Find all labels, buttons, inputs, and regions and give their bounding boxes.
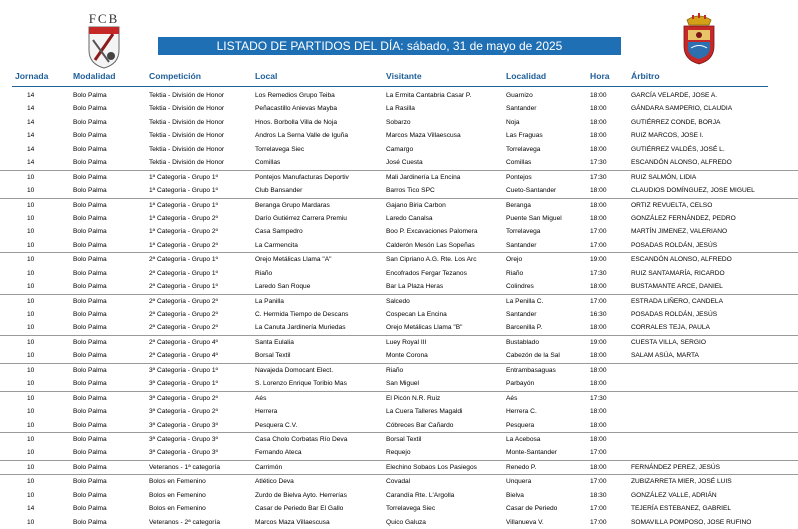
cell-modalidad: Bolo Palma bbox=[73, 463, 107, 471]
cell-visitante: Salcedo bbox=[386, 297, 410, 305]
cell-arbitro: GARCÍA VELARDE, JOSE A. bbox=[631, 92, 718, 99]
cell-localidad: Cabezón de la Sal bbox=[506, 352, 560, 360]
cell-local: Borsal Textil bbox=[255, 352, 291, 360]
cell-competicion: Bolos en Femenino bbox=[149, 491, 206, 499]
cell-hora: 18:30 bbox=[590, 491, 607, 499]
col-header-competicion: Competición bbox=[149, 71, 202, 81]
cell-modalidad: Bolo Palma bbox=[73, 256, 107, 264]
cell-localidad: Unquera bbox=[506, 478, 532, 486]
cell-localidad: Herrera C. bbox=[506, 408, 537, 416]
table-row bbox=[0, 116, 798, 129]
cell-local: Club Bansander bbox=[255, 187, 303, 195]
table-row bbox=[0, 294, 798, 308]
cell-hora: 17:00 bbox=[590, 505, 607, 513]
cell-competicion: Tektia - División de Honor bbox=[149, 118, 225, 126]
cell-local: Pesquera C.V. bbox=[255, 421, 298, 429]
cell-visitante: Calderón Mesón Las Sopeñas bbox=[386, 241, 475, 249]
cell-localidad: Parbayón bbox=[506, 380, 535, 388]
table-row bbox=[0, 267, 798, 280]
cell-visitante: Cóbreces Bar Cañardo bbox=[386, 421, 454, 429]
cell-jornada: 10 bbox=[27, 269, 35, 277]
cell-jornada: 14 bbox=[27, 505, 35, 513]
cell-hora: 17:30 bbox=[590, 159, 607, 167]
cell-local: Riaño bbox=[255, 269, 273, 277]
cell-jornada: 10 bbox=[27, 449, 35, 457]
cell-jornada: 10 bbox=[27, 435, 35, 443]
cell-arbitro: RUIZ SANTAMARÍA, RICARDO bbox=[631, 269, 725, 277]
cell-visitante: Monte Corona bbox=[386, 352, 428, 360]
cell-local: La Canuta Jardinería Muriedas bbox=[255, 324, 346, 332]
cell-local: Andros La Serna Valle de Iguña bbox=[255, 132, 348, 140]
cell-hora: 19:00 bbox=[590, 338, 607, 346]
cell-local: Torrelavega Siec bbox=[255, 145, 305, 153]
table-row bbox=[0, 502, 798, 515]
table-row bbox=[0, 516, 798, 529]
cell-modalidad: Bolo Palma bbox=[73, 435, 107, 443]
cell-arbitro: SALAM ASÚA, MARTA bbox=[631, 352, 699, 360]
cell-localidad: Comillas bbox=[506, 159, 532, 167]
cell-competicion: 3ª Categoría - Grupo 1º bbox=[149, 366, 218, 374]
table-header bbox=[0, 71, 798, 85]
cell-modalidad: Bolo Palma bbox=[73, 311, 107, 318]
table-row bbox=[0, 280, 798, 293]
table-row bbox=[0, 212, 798, 225]
cell-arbitro: GUTIÉRREZ CONDE, BORJA bbox=[631, 118, 721, 126]
cell-competicion: 3ª Categoría - Grupo 2º bbox=[149, 394, 218, 402]
cell-arbitro: RUIZ SALMÓN, LIDIA bbox=[631, 173, 697, 181]
table-row bbox=[0, 143, 798, 156]
table-row bbox=[0, 432, 798, 446]
cell-hora: 18:00 bbox=[590, 380, 607, 388]
table-row bbox=[0, 198, 798, 212]
cell-visitante: Barros Tico SPC bbox=[386, 187, 435, 195]
table-row bbox=[0, 446, 798, 459]
cell-hora: 18:00 bbox=[590, 201, 607, 209]
cell-modalidad: Bolo Palma bbox=[73, 352, 107, 360]
cell-jornada: 10 bbox=[27, 187, 35, 195]
cell-arbitro: FERNÁNDEZ PEREZ, JESÚS bbox=[631, 463, 721, 471]
cell-local: Marcos Maza Villaescusa bbox=[255, 518, 330, 526]
cell-local: Casa Cholo Corbatas Río Deva bbox=[255, 435, 348, 443]
cell-hora: 17:30 bbox=[590, 173, 607, 181]
cell-local: La Panilla bbox=[255, 297, 284, 305]
cell-arbitro: ORTIZ REVUELTA, CELSO bbox=[631, 201, 713, 209]
cell-hora: 18:00 bbox=[590, 187, 607, 195]
cell-local: Casar de Periedo Bar El Gallo bbox=[255, 505, 344, 513]
cell-hora: 18:00 bbox=[590, 435, 607, 443]
cell-competicion: 1ª Categoría - Grupo 2º bbox=[149, 214, 218, 222]
cell-localidad: Noja bbox=[506, 118, 520, 126]
cell-modalidad: Bolo Palma bbox=[73, 105, 107, 113]
cell-competicion: 1ª Categoría - Grupo 2º bbox=[149, 228, 218, 236]
cell-jornada: 14 bbox=[27, 132, 35, 140]
cell-visitante: Marcos Maza Villaescusa bbox=[386, 132, 461, 140]
cell-competicion: 1ª Categoría - Grupo 1º bbox=[149, 187, 218, 195]
cell-competicion: Tektia - División de Honor bbox=[149, 92, 225, 99]
cell-local: Laredo San Roque bbox=[255, 283, 311, 291]
cell-competicion: 2ª Categoría - Grupo 1º bbox=[149, 269, 218, 277]
table-row bbox=[0, 391, 798, 405]
table-row bbox=[0, 460, 798, 474]
cell-jornada: 10 bbox=[27, 173, 35, 181]
col-header-modalidad: Modalidad bbox=[73, 71, 116, 81]
cell-arbitro: POSADAS ROLDÁN, JESÚS bbox=[631, 241, 718, 249]
cell-local: La Carmencita bbox=[255, 241, 298, 249]
cell-localidad: Las Fraguas bbox=[506, 132, 543, 140]
cell-visitante: Requejo bbox=[386, 449, 411, 457]
cell-localidad: La Penilla C. bbox=[506, 297, 544, 305]
cell-local: Orejo Metálicas Llama "A" bbox=[255, 256, 332, 264]
cell-competicion: 2ª Categoría - Grupo 2º bbox=[149, 297, 218, 305]
table-row bbox=[0, 419, 798, 432]
cell-jornada: 10 bbox=[27, 491, 35, 499]
cell-competicion: Veteranos - 1ª categoría bbox=[149, 463, 220, 471]
cell-competicion: 1ª Categoría - Grupo 1º bbox=[149, 173, 218, 181]
cell-hora: 18:00 bbox=[590, 145, 607, 153]
cell-visitante: Torrelavega Siec bbox=[386, 505, 436, 513]
cell-modalidad: Bolo Palma bbox=[73, 491, 107, 499]
table-row bbox=[0, 102, 798, 115]
cell-modalidad: Bolo Palma bbox=[73, 478, 107, 486]
col-header-localidad: Localidad bbox=[506, 71, 547, 81]
cell-hora: 18:00 bbox=[590, 105, 607, 113]
cell-arbitro: ESCANDÓN ALONSO, ALFREDO bbox=[631, 256, 732, 264]
cell-jornada: 10 bbox=[27, 283, 35, 291]
cell-arbitro: ZUBIZARRETA MIER, JOSÉ LUIS bbox=[631, 478, 732, 486]
cell-visitante: Borsal Textil bbox=[386, 435, 422, 443]
cell-localidad: Santander bbox=[506, 105, 537, 113]
cell-competicion: 2ª Categoría - Grupo 4º bbox=[149, 338, 218, 346]
cell-local: Casa Sampedro bbox=[255, 228, 303, 236]
fcb-logo-text: FCB bbox=[88, 11, 120, 26]
cell-visitante: Elechino Sobaos Los Pasiegos bbox=[386, 463, 477, 471]
table-row bbox=[0, 405, 798, 418]
cell-local: Navajeda Domocant Elect. bbox=[255, 366, 334, 374]
table-row bbox=[0, 335, 798, 349]
cell-local: C. Hermida Tiempo de Descans bbox=[255, 311, 349, 318]
cell-modalidad: Bolo Palma bbox=[73, 214, 107, 222]
cell-local: Comillas bbox=[255, 159, 281, 167]
cell-competicion: 2ª Categoría - Grupo 1º bbox=[149, 283, 218, 291]
cell-localidad: Beranga bbox=[506, 201, 531, 209]
cell-competicion: 2ª Categoría - Grupo 1º bbox=[149, 256, 218, 264]
cell-hora: 18:00 bbox=[590, 283, 607, 291]
cell-localidad: Orejo bbox=[506, 256, 523, 264]
cell-competicion: Bolos en Femenino bbox=[149, 505, 206, 513]
cell-hora: 17:00 bbox=[590, 449, 607, 457]
cell-hora: 16:30 bbox=[590, 311, 607, 318]
cell-competicion: Tektia - División de Honor bbox=[149, 145, 225, 153]
cell-localidad: Santander bbox=[506, 241, 537, 249]
cell-local: Darío Gutiérrez Carrera Premiu bbox=[255, 214, 347, 222]
cell-localidad: Barcenilla P. bbox=[506, 324, 543, 332]
cell-arbitro: SOMAVILLA POMPOSO, JOSE RUFINO bbox=[631, 518, 752, 526]
cell-competicion: 3ª Categoría - Grupo 3º bbox=[149, 449, 218, 457]
col-header-visitante: Visitante bbox=[386, 71, 422, 81]
cell-jornada: 10 bbox=[27, 421, 35, 429]
cell-visitante: La Rasilla bbox=[386, 105, 415, 113]
cell-arbitro: BUSTAMANTE ARCE, DANIEL bbox=[631, 283, 723, 291]
cell-hora: 18:00 bbox=[590, 214, 607, 222]
cell-modalidad: Bolo Palma bbox=[73, 173, 107, 181]
cell-local: Beranga Grupo Mardaras bbox=[255, 201, 330, 209]
cell-arbitro: TEJERÍA ESTEBANEZ, GABRIEL bbox=[631, 505, 732, 513]
cell-modalidad: Bolo Palma bbox=[73, 505, 107, 513]
cell-localidad: Monte-Santander bbox=[506, 449, 557, 457]
cell-local: S. Lorenzo Enrique Toribio Mas bbox=[255, 380, 347, 388]
cell-hora: 17:00 bbox=[590, 518, 607, 526]
cell-localidad: Puente San Miguel bbox=[506, 214, 562, 222]
table-row bbox=[0, 321, 798, 334]
table-row bbox=[0, 89, 798, 102]
cell-visitante: Encofrados Fergar Tezanos bbox=[386, 269, 467, 277]
cell-competicion: Veteranos - 2ª categoría bbox=[149, 518, 220, 526]
cell-jornada: 10 bbox=[27, 408, 35, 416]
cell-jornada: 14 bbox=[27, 159, 35, 167]
table-row bbox=[0, 308, 798, 321]
cell-localidad: Colindres bbox=[506, 283, 534, 291]
cell-hora: 17:00 bbox=[590, 297, 607, 305]
cell-modalidad: Bolo Palma bbox=[73, 408, 107, 416]
cell-modalidad: Bolo Palma bbox=[73, 92, 107, 99]
cell-localidad: Aés bbox=[506, 394, 518, 402]
cell-arbitro: MARTÍN JIMENEZ, VALERIANO bbox=[631, 228, 728, 236]
cell-arbitro: CLAUDIOS DOMÍNGUEZ, JOSE MIGUEL bbox=[631, 187, 755, 195]
cell-visitante: Camargo bbox=[386, 145, 414, 153]
cell-jornada: 10 bbox=[27, 352, 35, 360]
cell-hora: 18:00 bbox=[590, 421, 607, 429]
cell-arbitro: CORRALES TEJA, PAULA bbox=[631, 324, 710, 332]
cell-localidad: Torrelavega bbox=[506, 228, 541, 236]
cell-visitante: La Cuera Talleres Magaldi bbox=[386, 408, 463, 416]
cell-modalidad: Bolo Palma bbox=[73, 228, 107, 236]
cell-localidad: Guarnizo bbox=[506, 92, 533, 99]
table-row bbox=[0, 129, 798, 142]
cell-jornada: 10 bbox=[27, 324, 35, 332]
fcb-logo bbox=[79, 10, 129, 70]
table-row bbox=[0, 363, 798, 377]
cell-visitante: Gajano Biria Carbon bbox=[386, 201, 446, 209]
cell-jornada: 14 bbox=[27, 92, 35, 99]
cell-local: Carrimón bbox=[255, 463, 283, 471]
cell-jornada: 14 bbox=[27, 145, 35, 153]
cell-jornada: 14 bbox=[27, 105, 35, 113]
cell-localidad: Riaño bbox=[506, 269, 524, 277]
table-row bbox=[0, 239, 798, 252]
cell-arbitro: GÁNDARA SAMPERIO, CLAUDIA bbox=[631, 105, 733, 113]
cell-jornada: 10 bbox=[27, 478, 35, 486]
cell-hora: 18:00 bbox=[590, 324, 607, 332]
table-row bbox=[0, 184, 798, 197]
cell-hora: 18:00 bbox=[590, 132, 607, 140]
cell-visitante: San Miguel bbox=[386, 380, 419, 388]
cell-localidad: La Acebosa bbox=[506, 435, 541, 443]
cell-hora: 17:00 bbox=[590, 478, 607, 486]
cell-modalidad: Bolo Palma bbox=[73, 380, 107, 388]
cell-modalidad: Bolo Palma bbox=[73, 366, 107, 374]
cell-hora: 17:30 bbox=[590, 394, 607, 402]
cell-competicion: 1ª Categoría - Grupo 2º bbox=[149, 241, 218, 249]
cell-visitante: Covadal bbox=[386, 478, 411, 486]
cell-localidad: Bielva bbox=[506, 491, 524, 499]
cell-visitante: Riaño bbox=[386, 366, 404, 374]
cell-jornada: 10 bbox=[27, 214, 35, 222]
cell-visitante: Quico Galuza bbox=[386, 518, 426, 526]
cell-hora: 17:00 bbox=[590, 241, 607, 249]
coat-of-arms-logo bbox=[680, 10, 718, 66]
cell-hora: 18:00 bbox=[590, 408, 607, 416]
cell-modalidad: Bolo Palma bbox=[73, 118, 107, 126]
cell-visitante: Luey Royal III bbox=[386, 338, 427, 346]
cell-modalidad: Bolo Palma bbox=[73, 269, 107, 277]
cell-modalidad: Bolo Palma bbox=[73, 201, 107, 209]
cell-visitante: La Ermita Cantabria Casar P. bbox=[386, 92, 472, 99]
cell-modalidad: Bolo Palma bbox=[73, 324, 107, 332]
cell-modalidad: Bolo Palma bbox=[73, 297, 107, 305]
cell-competicion: 3ª Categoría - Grupo 1º bbox=[149, 380, 218, 388]
cell-visitante: Orejo Metálicas Llama "B" bbox=[386, 324, 463, 332]
cell-modalidad: Bolo Palma bbox=[73, 241, 107, 249]
cell-jornada: 10 bbox=[27, 394, 35, 402]
cell-competicion: 3ª Categoría - Grupo 3º bbox=[149, 435, 218, 443]
cell-local: Los Remedios Grupo Teiba bbox=[255, 92, 335, 99]
cell-localidad: Pontejos bbox=[506, 173, 532, 181]
cell-hora: 18:00 bbox=[590, 352, 607, 360]
cell-visitante: Laredo Canalsa bbox=[386, 214, 433, 222]
table-row bbox=[0, 377, 798, 390]
cell-hora: 17:00 bbox=[590, 228, 607, 236]
cell-modalidad: Bolo Palma bbox=[73, 394, 107, 402]
cell-competicion: 2ª Categoría - Grupo 2º bbox=[149, 311, 218, 318]
cell-arbitro: GONZÁLEZ FERNÁNDEZ, PEDRO bbox=[631, 214, 736, 222]
cell-jornada: 10 bbox=[27, 311, 35, 318]
col-header-local: Local bbox=[255, 71, 278, 81]
cell-visitante: José Cuesta bbox=[386, 159, 423, 167]
cell-competicion: Tektia - División de Honor bbox=[149, 159, 225, 167]
col-header-arbitro: Árbitro bbox=[631, 71, 660, 81]
cell-localidad: Santander bbox=[506, 311, 537, 318]
cell-hora: 17:30 bbox=[590, 269, 607, 277]
cell-local: Fernando Ateca bbox=[255, 449, 302, 457]
cell-localidad: Renedo P. bbox=[506, 463, 537, 471]
cell-jornada: 10 bbox=[27, 463, 35, 471]
cell-modalidad: Bolo Palma bbox=[73, 449, 107, 457]
cell-arbitro: POSADAS ROLDÁN, JESÚS bbox=[631, 311, 718, 318]
cell-jornada: 10 bbox=[27, 256, 35, 264]
cell-hora: 19:00 bbox=[590, 256, 607, 264]
cell-modalidad: Bolo Palma bbox=[73, 187, 107, 195]
cell-jornada: 10 bbox=[27, 297, 35, 305]
cell-local: Santa Eulalia bbox=[255, 338, 294, 346]
cell-jornada: 10 bbox=[27, 228, 35, 236]
cell-competicion: Bolos en Femenino bbox=[149, 478, 206, 486]
cell-local: Aés bbox=[255, 394, 267, 402]
table-row bbox=[0, 474, 798, 488]
cell-jornada: 10 bbox=[27, 241, 35, 249]
page-title: LISTADO DE PARTIDOS DEL DÍA: sábado, 31 de mayo de 2025 bbox=[158, 37, 621, 55]
cell-localidad: Villanueva V. bbox=[506, 518, 544, 526]
cell-modalidad: Bolo Palma bbox=[73, 145, 107, 153]
cell-modalidad: Bolo Palma bbox=[73, 283, 107, 291]
cell-arbitro: GUTIÉRREZ VALDÉS, JOSÉ L. bbox=[631, 145, 725, 153]
cell-modalidad: Bolo Palma bbox=[73, 159, 107, 167]
col-header-jornada: Jornada bbox=[15, 71, 49, 81]
cell-jornada: 10 bbox=[27, 338, 35, 346]
cell-localidad: Torrelavega bbox=[506, 145, 541, 153]
table-row bbox=[0, 170, 798, 184]
cell-competicion: 3ª Categoría - Grupo 3º bbox=[149, 421, 218, 429]
cell-modalidad: Bolo Palma bbox=[73, 518, 107, 526]
cell-visitante: Bar La Plaza Heras bbox=[386, 283, 444, 291]
cell-jornada: 10 bbox=[27, 518, 35, 526]
cell-hora: 18:00 bbox=[590, 366, 607, 374]
cell-visitante: El Picón N.R. Ruiz bbox=[386, 394, 441, 402]
table-row bbox=[0, 225, 798, 238]
cell-arbitro: ESTRADA LIÑERO, CANDELA bbox=[631, 297, 723, 305]
cell-visitante: Cospecan La Encina bbox=[386, 311, 447, 318]
cell-local: Herrera bbox=[255, 408, 278, 416]
table-row bbox=[0, 489, 798, 502]
table-row bbox=[0, 349, 798, 362]
cell-competicion: 2ª Categoría - Grupo 4º bbox=[149, 352, 218, 360]
cell-localidad: Casar de Periedo bbox=[506, 505, 558, 513]
cell-localidad: Bustablado bbox=[506, 338, 539, 346]
cell-competicion: 1ª Categoría - Grupo 1º bbox=[149, 201, 218, 209]
cell-local: Zurdo de Bielva Ayto. Herrerías bbox=[255, 491, 347, 499]
cell-modalidad: Bolo Palma bbox=[73, 338, 107, 346]
cell-hora: 18:00 bbox=[590, 463, 607, 471]
cell-arbitro: ESCANDÓN ALONSO, ALFREDO bbox=[631, 159, 732, 167]
cell-jornada: 10 bbox=[27, 201, 35, 209]
col-header-hora: Hora bbox=[590, 71, 610, 81]
cell-hora: 18:00 bbox=[590, 92, 607, 99]
cell-local: Peñacastillo Anievas Mayba bbox=[255, 105, 338, 113]
cell-visitante: Carandía Rte. L'Argolla bbox=[386, 491, 455, 499]
cell-local: Atlético Deva bbox=[255, 478, 294, 486]
cell-modalidad: Bolo Palma bbox=[73, 421, 107, 429]
cell-hora: 18:00 bbox=[590, 118, 607, 126]
cell-competicion: Tektia - División de Honor bbox=[149, 132, 225, 140]
cell-arbitro: CUESTA VILLA, SERGIO bbox=[631, 338, 706, 346]
cell-jornada: 14 bbox=[27, 118, 35, 126]
cell-modalidad: Bolo Palma bbox=[73, 132, 107, 140]
cell-arbitro: RUIZ MARCOS, JOSE I. bbox=[631, 132, 704, 140]
cell-jornada: 10 bbox=[27, 380, 35, 388]
matches-table bbox=[0, 89, 798, 529]
cell-localidad: Cueto-Santander bbox=[506, 187, 557, 195]
cell-localidad: Pesquera bbox=[506, 421, 535, 429]
cell-jornada: 10 bbox=[27, 366, 35, 374]
cell-competicion: 3ª Categoría - Grupo 2º bbox=[149, 408, 218, 416]
cell-competicion: Tektia - División de Honor bbox=[149, 105, 225, 113]
table-row bbox=[0, 156, 798, 169]
cell-arbitro: GONZÁLEZ VALLE, ADRIÁN bbox=[631, 491, 717, 499]
cell-visitante: Boo P. Excavaciones Palomera bbox=[386, 228, 478, 236]
cell-visitante: San Cipriano A.G. Rte. Los Arc bbox=[386, 256, 477, 264]
cell-competicion: 2ª Categoría - Grupo 2º bbox=[149, 324, 218, 332]
header-divider bbox=[12, 86, 768, 87]
cell-localidad: Entrambasaguas bbox=[506, 366, 556, 374]
cell-visitante: Sobarzo bbox=[386, 118, 411, 126]
table-row bbox=[0, 252, 798, 266]
cell-visitante: Mali Jardinería La Encina bbox=[386, 173, 461, 181]
cell-local: Hnos. Borbolla Villa de Noja bbox=[255, 118, 337, 126]
cell-local: Pontejos Manufacturas Deportiv bbox=[255, 173, 349, 181]
